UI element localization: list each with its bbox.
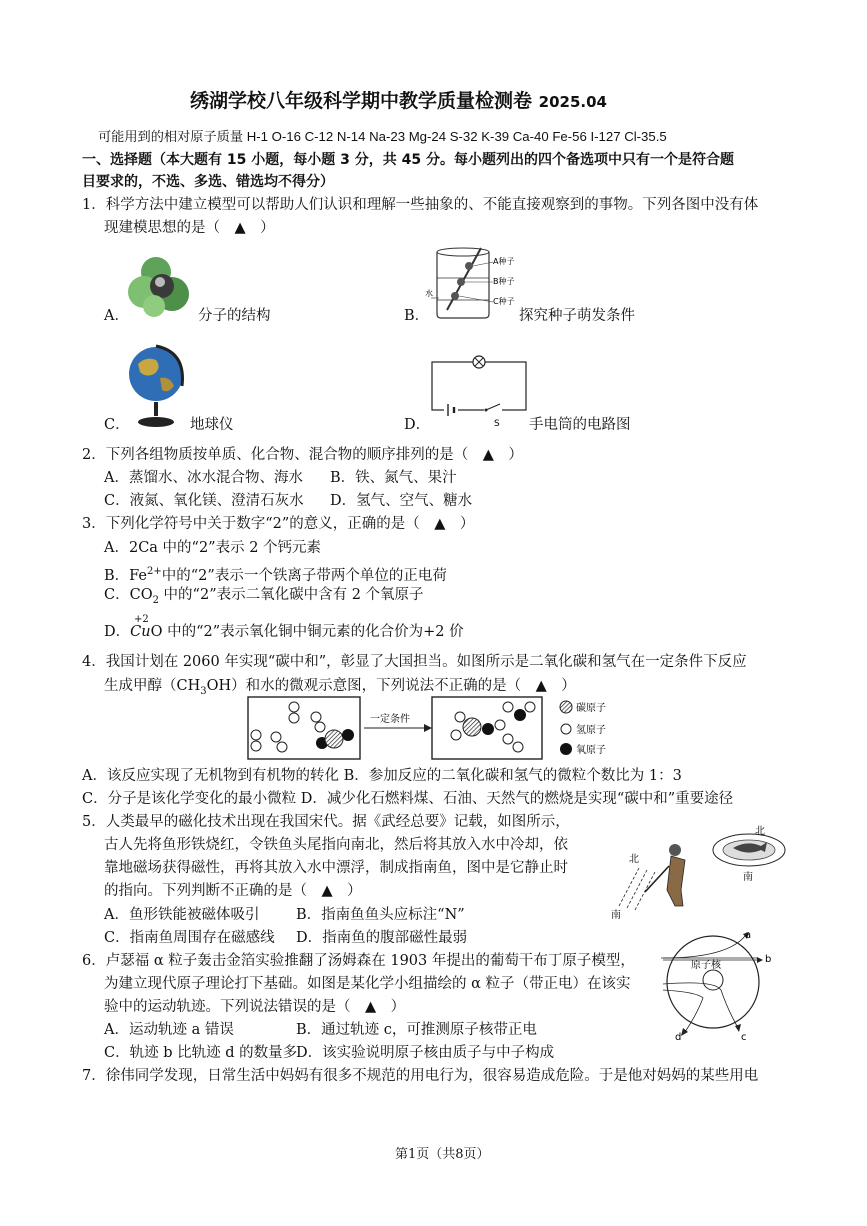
q5-option-c: C．指南鱼周围存在磁感线 [104, 930, 275, 946]
exam-date: 2025.04 [538, 93, 607, 111]
q1-option-b-letter: B． [404, 308, 430, 324]
q1-option-b-text: 探究种子萌发条件 [519, 308, 635, 324]
south-label-left: 南 [611, 910, 621, 921]
q6-stem: 6．卢瑟福 α 粒子轰击金箔实验推翻了汤姆森在 1903 年提出的葡萄干布丁原子模型， [82, 953, 635, 969]
q2-option-a: A．蒸馏水、冰水混合物、海水 [104, 470, 303, 486]
reaction-condition: 一定条件 [370, 714, 410, 725]
q6-stem-2: 为建立现代原子理论打下基础。如图是某化学小组描绘的 α 粒子（带正电）在该实 [104, 976, 631, 992]
q2-stem: 2．下列各组物质按单质、化合物、混合物的顺序排列的是（ ▲ ） [82, 447, 523, 463]
trajectory-d-label: d [675, 1032, 682, 1043]
q3-option-b: B．$Fe^{2+}$中的“2”表示一个铁离子带两个单位的正电荷 [104, 566, 447, 584]
seed-b-label: B种子 [493, 277, 515, 286]
q1-option-c-letter: C． [104, 417, 130, 433]
q3-option-d: D．CuO 中的“2”表示氧化铜中铜元素的化合价为+2 价 [104, 624, 464, 640]
section-heading: 一、选择题（本大题有 15 小题，每小题 3 分，共 45 分。每小题列出的四个备选项中只有一个是符合题 [82, 152, 734, 168]
legend-hydrogen: 氢原子 [576, 725, 606, 736]
atomic-masses: 可能用到的相对原子质量 H-1 O-16 C-12 N-14 Na-23 Mg-24 S-32 K-39 Ca-40 Fe-56 I-127 Cl-35.5 [98, 129, 667, 144]
compass-fish-figure [605, 820, 795, 924]
globe-figure [126, 342, 188, 430]
molecule-model-figure [126, 254, 198, 318]
q1-option-c-text: 地球仪 [190, 417, 234, 433]
page-title: 绣湖学校八年级科学期中教学质量检测卷 2025.04 [190, 90, 607, 112]
water-label: 水 [425, 289, 433, 298]
trajectory-c-label: c [741, 1032, 747, 1043]
q2-option-d: D．氢气、空气、糖水 [330, 493, 473, 509]
page-number: 第1页（共8页） [395, 1147, 490, 1162]
q5-option-a: A．鱼形铁能被磁体吸引 [104, 907, 260, 923]
switch-label: S [494, 419, 500, 429]
q5-stem: 5．人类最早的磁化技术出现在我国宋代。据《武经总要》记载，如图所示， [82, 814, 570, 830]
south-label-right: 南 [743, 872, 753, 883]
q3-option-d-valence: +2 [134, 614, 149, 625]
q2-option-b: B．铁、氮气、果汁 [330, 470, 457, 486]
q3-option-c: C．$CO_2$ 中的“2”表示二氧化碳中含有 2 个氧原子 [104, 587, 424, 606]
legend-oxygen: 氧原子 [576, 745, 606, 756]
alpha-scattering-figure [657, 928, 787, 1044]
q5-option-d: D．指南鱼的腹部磁性最弱 [296, 930, 468, 946]
q4-stem-cont: 生成甲醇$(CH_3OH)$和水的微观示意图，下列说法不正确的是（ ▲ ） [104, 678, 576, 697]
q2-option-c: C．液氮、氧化镁、澄清石灰水 [104, 493, 304, 509]
q4-options-cd: C．分子是该化学变化的最小微粒 D．减少化石燃料煤、石油、天然气的燃烧是实现“碳中和”重要途径 [82, 791, 734, 807]
section-heading-cont: 目要求的，不选、多选、错选均不得分） [82, 174, 334, 190]
q5-option-b: B．指南鱼鱼头应标注“N” [296, 907, 465, 923]
seed-c-label: C种子 [493, 297, 515, 306]
north-label-left: 北 [629, 854, 639, 865]
q6-option-c: C．轨迹 b 比轨迹 d 的数量多 [104, 1045, 298, 1061]
flashlight-circuit-figure [428, 350, 530, 430]
q1-stem-cont: 现建模思想的是（ ▲ ） [104, 220, 275, 236]
north-label-right: 北 [755, 826, 765, 837]
q1-stem: 1．科学方法中建立模型可以帮助人们认识和理解一些抽象的、不能直接观察到的事物。下列各图中没有体 [82, 197, 759, 213]
seed-a-label: A种子 [493, 257, 515, 266]
q6-option-a: A．运动轨迹 a 错误 [104, 1022, 234, 1038]
q5-stem-2: 古人先将鱼形铁烧红，令铁鱼头尾指向南北，然后将其放入水中冷却，依 [104, 837, 568, 853]
seed-germination-figure [425, 244, 521, 320]
q1-option-a-text: 分子的结构 [198, 308, 271, 324]
q1-option-d-letter: D． [404, 417, 431, 433]
q3-option-a: A．2Ca 中的“2”表示 2 个钙元素 [104, 540, 322, 556]
trajectory-b-label: b [765, 954, 772, 965]
q3-stem: 3．下列化学符号中关于数字“2”的意义，正确的是（ ▲ ） [82, 516, 475, 532]
q6-stem-3: 验中的运动轨迹。下列说法错误的是（ ▲ ） [104, 999, 406, 1015]
reaction-diagram [246, 695, 626, 763]
q6-option-b: B．通过轨迹 c，可推测原子核带正电 [296, 1022, 537, 1038]
q4-options-ab: A．该反应实现了无机物到有机物的转化 B．参加反应的二氧化碳和氢气的微粒个数比为 1：3 [82, 768, 682, 784]
q5-stem-4: 的指向。下列判断不正确的是（ ▲ ） [104, 883, 362, 899]
q5-stem-3: 靠地磁场获得磁性，再将其放入水中漂浮，制成指南鱼，图中是它静止时 [104, 860, 568, 876]
nucleus-label: 原子核 [691, 960, 721, 971]
q6-option-d: D．该实验说明原子核由质子与中子构成 [296, 1045, 555, 1061]
q4-stem: 4．我国计划在 2060 年实现“碳中和”，彰显了大国担当。如图所示是二氧化碳和氢气在一定条件下反应 [82, 654, 747, 670]
legend-carbon: 碳原子 [576, 703, 606, 714]
trajectory-a-label: a [745, 930, 752, 941]
q1-option-a-letter: A． [104, 308, 129, 324]
q1-option-d-text: 手电筒的电路图 [529, 417, 631, 433]
q7-stem: 7．徐伟同学发现，日常生活中妈妈有很多不规范的用电行为，很容易造成危险。于是他对妈妈的某些用电 [82, 1068, 759, 1084]
